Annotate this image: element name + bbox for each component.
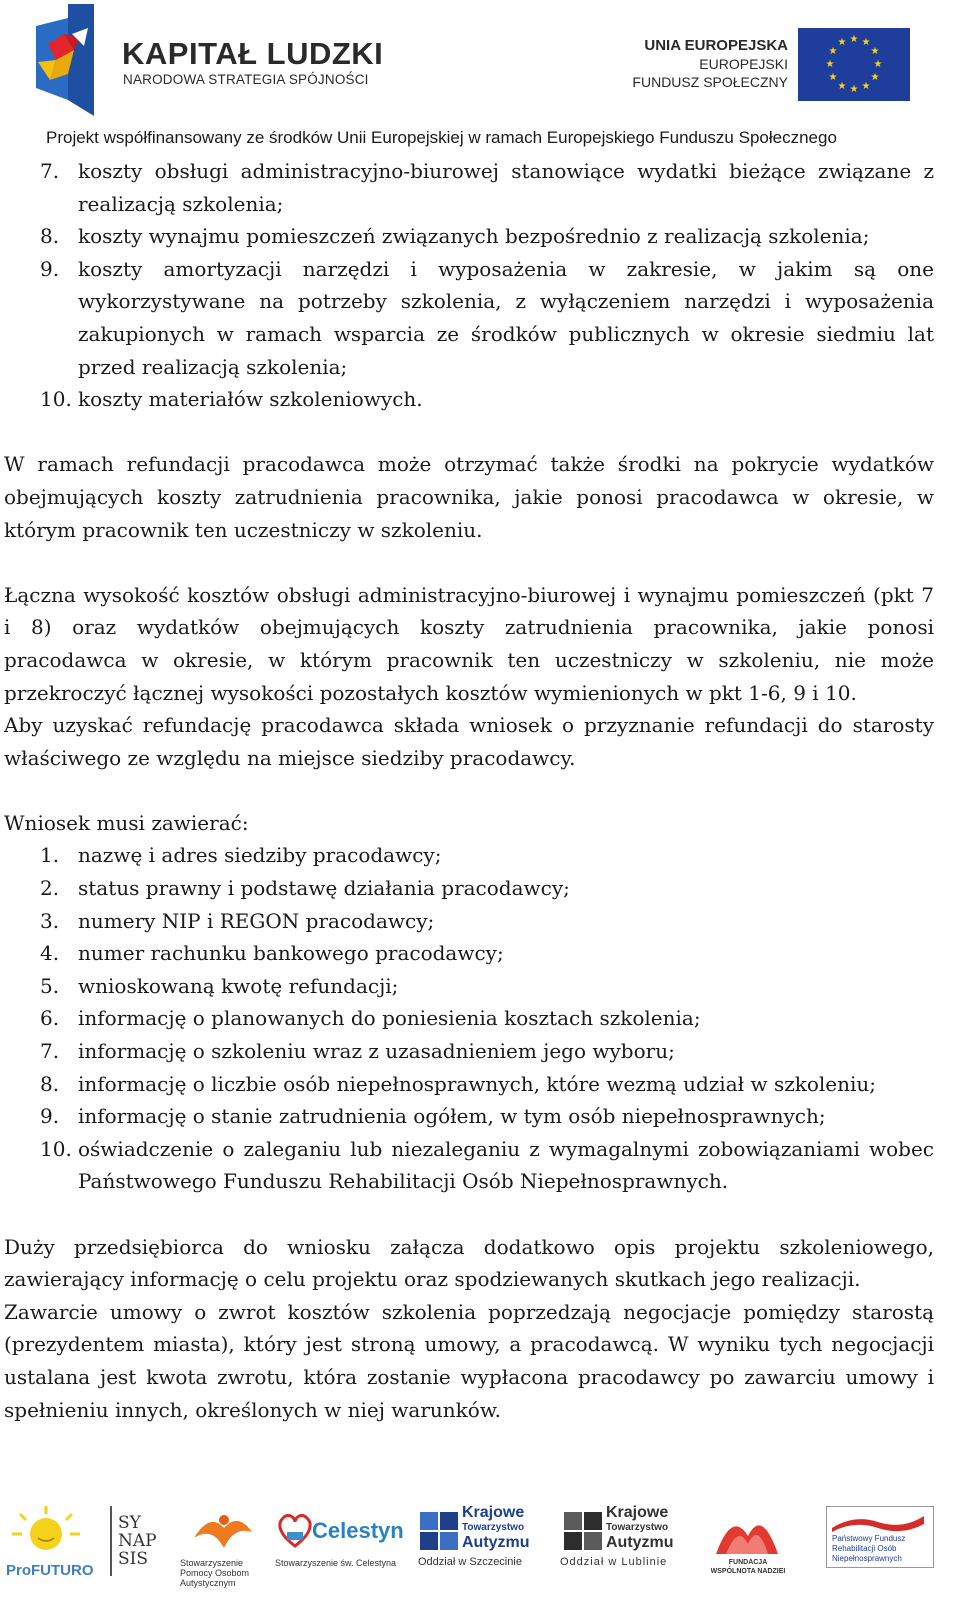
list-item <box>4 937 934 970</box>
bird-figure-icon <box>190 1508 256 1554</box>
pfron-line-3: Niepełnosprawnych <box>832 1554 902 1563</box>
paragraph-total-limit: Łączna wysokość kosztów obsługi administracyjno-biurowej i wynajmu pomieszczeń (pkt 7 i 8) oraz wydatków obejmujących koszty zatrudnienia pracownika, jakie ponosi pracodawca w okresie, w którym pracownik ten uczestniczy w szkoleniu, nie może przekroczyć łącznej wysokości pozostałych kosztów wymienionych w pkt 1-6, 9 i 10. <box>4 582 934 705</box>
kta2-big: Autyzmu <box>606 1534 674 1551</box>
list-text: oświadczenie o zaleganiu lub niezaleganiu z wymagalnymi zobowiązaniami wobec Państwowego Funduszu Rehabilitacji Osób Niepełnosprawnych. <box>78 1136 934 1194</box>
list-number: 9. <box>40 256 60 281</box>
svg-text:★: ★ <box>828 46 838 57</box>
logo-title: KAPITAŁ LUDZKI <box>122 36 384 71</box>
puzzle-icon <box>416 1508 462 1554</box>
list-text: informację o liczbie osób niepełnosprawnych, które wezmą udział w szkoleniu; <box>78 1071 877 1096</box>
list-item <box>4 155 934 220</box>
pfron-wave-icon <box>830 1512 926 1532</box>
list-text: informację o stanie zatrudnienia ogółem, w tym osób niepełnosprawnych; <box>78 1104 826 1129</box>
list-item <box>4 383 934 416</box>
synapsis-label: SY NAP SIS <box>118 1513 157 1569</box>
list-text: informację o szkoleniu wraz z uzasadnieniem jego wyboru; <box>78 1039 675 1064</box>
list-text: koszty wynajmu pomieszczeń związanych bezpośrednio z realizacją szkolenia; <box>78 224 870 249</box>
svg-text:★: ★ <box>870 72 880 83</box>
kapital-ludzki-logo-icon <box>28 4 128 116</box>
svg-text:★: ★ <box>849 84 859 95</box>
list-number: 1. <box>40 843 60 868</box>
fundacja-wave-icon <box>712 1506 782 1558</box>
list-text: nazwę i adres siedziby pracodawcy; <box>78 843 442 868</box>
celestyn-sub-label: Stowarzyszenie św. Celestyna <box>275 1558 397 1568</box>
list-number: 3. <box>40 908 60 933</box>
paragraph-large-enterprise: Duży przedsiębiorca do wniosku załącza dodatkowo opis projektu szkoleniowego, zawierający informację o celu projektu oraz spodziewanych skutkach jego realizacji. <box>4 1234 934 1292</box>
cofinanced-note: Projekt współfinansowany ze środków Unii Europejskiej w ramach Europejskiego Funduszu Społecznego <box>46 128 837 147</box>
list-number: 10. <box>40 1136 72 1161</box>
list-number: 8. <box>40 1071 60 1096</box>
list-text: koszty amortyzacji narzędzi i wyposażenia w zakresie, w jakim są one wykorzystywane na potrzeby szkolenia, z wyłączeniem narzędzi i wyposażenia zakupionych w ramach wsparcia ze środków publicznych w okresie siedmiu lat przed realizacją szkolenia; <box>78 256 934 379</box>
list-text: numery NIP i REGON pracodawcy; <box>78 908 435 933</box>
heart-icon <box>275 1510 315 1550</box>
partner-logos <box>0 1500 960 1604</box>
list-text: koszty materiałów szkoleniowych. <box>78 387 423 412</box>
profuturo-sun-icon <box>6 1504 86 1562</box>
svg-text:★: ★ <box>825 59 835 70</box>
list-item <box>4 253 934 383</box>
celestyn-label: Celestyn <box>312 1518 404 1543</box>
kta2-sub: Oddział w Lublinie <box>560 1556 668 1568</box>
fundacja-label: FUNDACJA WSPÓLNOTA NADZIEI <box>710 1559 786 1575</box>
list-item <box>4 1002 934 1035</box>
list-number: 7. <box>40 159 60 183</box>
pfron-line-1: Państwowy Fundusz <box>832 1534 906 1543</box>
svg-text:★: ★ <box>837 37 847 48</box>
svg-text:★: ★ <box>837 81 847 92</box>
cost-list <box>4 155 934 416</box>
list-item <box>4 1035 934 1068</box>
kta1-sub: Oddział w Szczecinie <box>418 1556 522 1568</box>
list-item <box>4 905 934 938</box>
kta1-mid: Towarzystwo <box>462 1522 525 1533</box>
kta1-title: Krajowe <box>462 1504 525 1521</box>
paragraph-negotiations: Zawarcie umowy o zwrot kosztów szkolenia poprzedzają negocjacje pomiędzy starostą (prezydentem miasta), który jest stroną umowy, a pracodawcą. W wyniku tych negocjacji ustalana jest kwota zwrotu, która zostanie wypłacona pracodawcy po zawarciu umowy i spełnieniu innych, określonych w niej warunków. <box>4 1299 934 1422</box>
svg-text:★: ★ <box>849 34 859 45</box>
svg-text:★: ★ <box>828 72 838 83</box>
paragraph-application: Aby uzyskać refundację pracodawca składa wniosek o przyznanie refundacji do starosty właściwego ze względu na miejsce siedziby pracodawcy. <box>4 713 934 770</box>
application-contents-list <box>4 839 934 1198</box>
list-number: 7. <box>40 1039 60 1064</box>
list-item <box>4 839 934 872</box>
eu-line-3: FUNDUSZ SPOŁECZNY <box>632 74 788 90</box>
eu-line-1: UNIA EUROPEJSKA <box>644 37 788 54</box>
list-text: status prawny i podstawę działania pracodawcy; <box>78 876 570 901</box>
profuturo-label: ProFUTURO <box>6 1562 94 1579</box>
list-number: 5. <box>40 973 60 998</box>
list-item <box>4 220 934 253</box>
list-number: 9. <box>40 1104 60 1129</box>
paragraph-refund-costs: W ramach refundacji pracodawca może otrzymać także środki na pokrycie wydatków obejmujących koszty zatrudnienia pracownika, jakie ponosi pracodawca w okresie, w którym pracownik ten uczestniczy w szkoleniu. <box>4 452 934 542</box>
application-intro: Wniosek musi zawierać: <box>4 810 249 835</box>
list-item <box>4 1133 934 1198</box>
kta2-mid: Towarzystwo <box>606 1522 669 1533</box>
document-body <box>4 155 934 1426</box>
list-item <box>4 1068 934 1101</box>
eu-flag-icon <box>798 28 910 101</box>
list-text: numer rachunku bankowego pracodawcy; <box>78 941 504 966</box>
svg-text:★: ★ <box>870 46 880 57</box>
list-number: 8. <box>40 224 60 249</box>
svg-text:★: ★ <box>873 59 883 70</box>
list-item <box>4 1100 934 1133</box>
list-item <box>4 970 934 1003</box>
eu-label <box>600 37 788 91</box>
list-text: informację o planowanych do poniesienia kosztach szkolenia; <box>78 1006 701 1031</box>
page-header <box>0 0 960 155</box>
list-item <box>4 872 934 905</box>
svg-text:★: ★ <box>861 37 871 48</box>
pfron-line-2: Rehabilitacji Osób <box>832 1544 897 1553</box>
logo-subtitle: NARODOWA STRATEGIA SPÓJNOŚCI <box>123 72 369 87</box>
list-text: wnioskowaną kwotę refundacji; <box>78 973 399 998</box>
list-number: 10. <box>40 387 72 412</box>
puzzle-icon <box>560 1508 606 1554</box>
svg-text:★: ★ <box>861 81 871 92</box>
kta1-big: Autyzmu <box>462 1534 530 1551</box>
list-text: koszty obsługi administracyjno-biurowej stanowiące wydatki bieżące związane z realizacją szkolenia; <box>78 159 934 216</box>
stowarzyszenie-pomocy-label: Stowarzyszenie Pomocy Osobom Autystycznym <box>180 1558 250 1588</box>
eu-line-2: EUROPEJSKI <box>699 56 788 72</box>
list-number: 2. <box>40 876 60 901</box>
list-number: 4. <box>40 941 60 966</box>
list-number: 6. <box>40 1006 60 1031</box>
kta2-title: Krajowe <box>606 1504 669 1521</box>
